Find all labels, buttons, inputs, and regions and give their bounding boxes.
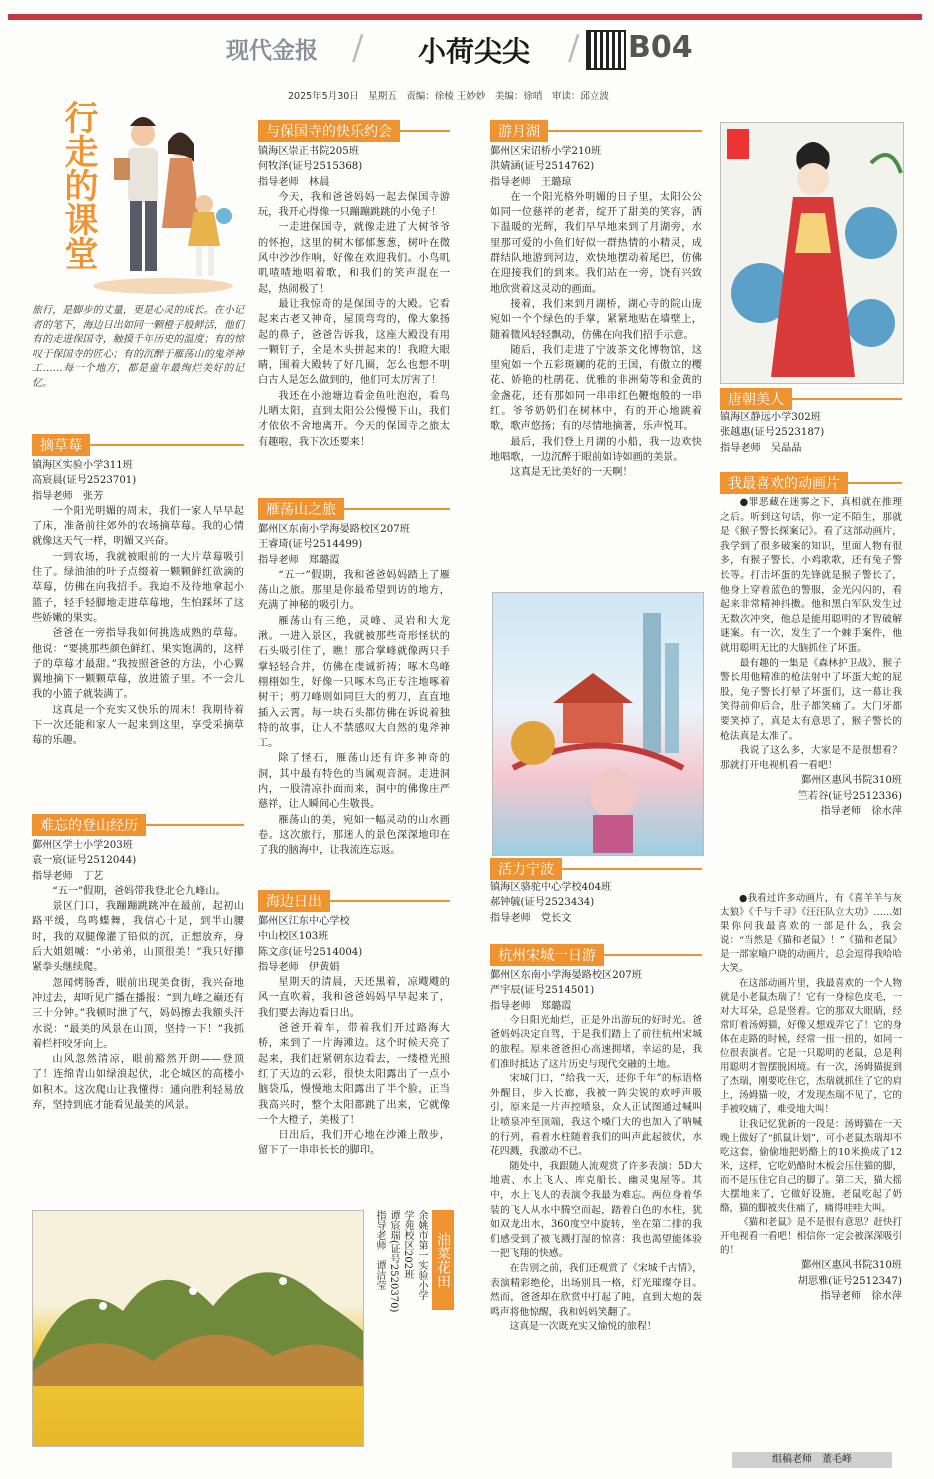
- ningbo-title-bar: [490, 858, 702, 880]
- paragraph: 一到农场，我就被眼前的一大片草莓吸引住了。绿油油的叶子点缀着一颗颗鲜红欲滴的草莓，仿佛在向我招手。我迫不及待地拿起小篮子，轻手轻脚地走进草莓地，生怕踩坏了这些娇嫩的果实。: [32, 551, 244, 624]
- school: 鄞州区东南小学海晏路校区207班: [490, 970, 642, 981]
- class: 中山校区103班: [258, 931, 329, 943]
- author: 胡思雅(证号2512347): [797, 1275, 902, 1287]
- paragraph: 景区门口，我蹦蹦跳跳冲在最前，起初山路平缓，鸟鸣蝶舞，我信心十足，到半山腰时，我的双腿像灌了铅似的沉，正想放弃，身后大姐姐喊：“小弟弟，山顶很美！”我只好攥紧拳头继续爬。: [32, 901, 244, 974]
- paragraph: “五一”假期，我和爸爸妈妈踏上了雁荡山之旅。那里是你最希望到访的地方，充满了神秘的吸引力。: [258, 569, 450, 612]
- yandang-title-bar: [258, 498, 450, 520]
- paragraph: 雁荡山有三绝，灵峰、灵岩和大龙湫。一进入景区，我就被那些奇形怪状的石头吸引住了，瞧！那合掌峰就像两只手掌轻轻合并，仿佛在虔诚祈祷；啄木鸟峰栩栩如生，好像一只啄木鸟正专注地啄着树干；剪刀峰则如同巨大的剪刀，直直地插入云霄。每一块石头都仿佛在诉说着独特的故事，让人不禁感叹大自然的鬼斧神工。: [258, 615, 450, 750]
- baoguo-title-bar: [258, 120, 450, 142]
- youyue-article: [490, 144, 702, 481]
- author: 王睿琦(证号2514499): [258, 539, 363, 551]
- hangzhou-article: [490, 968, 702, 1335]
- page-number: B04: [628, 30, 693, 65]
- rapeseed-class: 学苑校区202班: [402, 1210, 413, 1280]
- paragraph: 山风忽然清凉，眼前豁然开朗——登顶了！连绵青山如绿浪起伏，北仑城区的高楼小如积木。这次爬山让我懂得：通向胜利轻易放弃，坚持到底才能看见最美的风景。: [32, 1054, 244, 1112]
- teacher: 指导老师 徐水萍: [820, 805, 902, 817]
- paragraph: 今日阳光灿烂，正是外出游玩的好时光。爸爸妈妈决定自驾，于是我们踏上了前往杭州宋城的旅程。原来爸爸担心高速拥堵，幸运的是，我们准时抵达了这片历史与现代交融的土地。: [490, 1014, 702, 1070]
- strawberry-title-bar: [32, 434, 244, 456]
- paragraph: 让我记忆犹新的一段是：汤姆猫在一天晚上做好了“抓鼠计划”，可小老鼠杰瑞却不吃这套，偷偷地把奶酪上的10米换成了12米，这样，它吃奶酪时木板会压住猫的脚，而不是压住它自己的脚了。第二天，猫大摇大摆地来了，它做好设施，老鼠吃起了奶酪，猫的脚被夹住痛了，痛得哇哇大叫。: [720, 1118, 902, 1215]
- ningbo-credit: [490, 880, 702, 926]
- family-walking-illustration: [88, 96, 238, 296]
- author: 陈文彦(证号2514004): [258, 946, 363, 958]
- hiking-article: [32, 838, 244, 1113]
- yandang-title: 雁荡山之旅: [258, 498, 344, 520]
- teacher: 指导老师 徐水萍: [820, 1291, 902, 1303]
- intro-text: 旅行，是脚步的丈量，更是心灵的成长。在小记者的笔下，海边日出如同一颗橙子般鲜活，他们有的走进保国寺，触摸千年历史的温度；有的惊叹于保国寺的匠心；有的沉醉于雁荡山的鬼斧神工……每一个地方，都是童年最绚烂美好的记忆。: [32, 305, 244, 389]
- tang-beauty-painting: [720, 122, 904, 384]
- paragraph: 最有趣的一集是《森林护卫战》，猴子警长用他精准的枪法射中了坏蛋大蛇的屁股，兔子警长打晕了坏蛋们，这一幕让我笑得前仰后合，肚子都笑痛了。大门牙都要笑掉了，真是太有意思了，猴子警长的枪法真是太准了。: [720, 657, 902, 742]
- cartoon-article-1: [720, 496, 902, 819]
- paragraph: 这真是无比美好的一天啊！: [510, 467, 633, 479]
- strawberry-article: [32, 458, 244, 749]
- paragraph: 日出后，我们开心地在沙滩上散步，留下了一串串长长的脚印。: [258, 1130, 450, 1157]
- paragraph: ●罪恶藏在迷雾之下，真相就在推理之后。听到这句话，你一定不陌生，那就是《猴子警长探案记》。看了这部动画片，我学到了很多破案的知识，里面人物有很多，有猴子警长、小鸡歌歌，还有兔子警长等。打击坏蛋的先锋就是猴子警长了，他身上穿着蓝色的警服，金光闪闪的，看起来非常精神抖擞。他和黑白军队发生过无数次冲突，他总是能用聪明的才智破解谜案。有一次，发生了一个棘手案件，他就用聪明无比的大脑抓住了坏蛋。: [720, 497, 902, 654]
- author: 洪婧涵(证号2514762): [490, 161, 595, 173]
- school: 鄞州区东南小学海晏路校区207班: [258, 524, 410, 535]
- tang-title-bar: [720, 388, 902, 410]
- paragraph: ●我看过许多动画片，有《喜羊羊与灰太狼》《千与千寻》《汪汪队立大功》……如果你问我最喜欢的一部是什么，我会说：“当然是《猫和老鼠》！”《猫和老鼠》是一部家喻户晓的动画片，总会逗得我哈哈大笑。: [720, 893, 902, 975]
- cartoon-article-2: [720, 892, 902, 1304]
- intro-title: 行走的课堂: [58, 100, 98, 270]
- school: 鄞州区江东中心学校: [258, 916, 350, 927]
- paragraph: 这真是一个充实又快乐的周末！我期待着下一次还能和家人一起来到这里，享受采摘草莓的乐趣。: [32, 704, 244, 747]
- paragraph: 今天，我和爸爸妈妈一起去保国寺游玩，我开心得像一只蹦蹦跳跳的小兔子！: [258, 191, 450, 219]
- author: 袁一宸(证号2512044): [32, 855, 137, 867]
- sunrise-article: [258, 914, 450, 1159]
- teacher: 指导老师 党长文: [490, 912, 572, 924]
- author: 何牧泽(证号2515368): [258, 161, 363, 173]
- teacher: 指导老师 林晨: [258, 176, 330, 188]
- hiking-title-bar: [32, 814, 244, 836]
- tang-beauty-drawing: [721, 123, 903, 383]
- author: 郝钟毓(证号2523434): [490, 897, 595, 909]
- tang-credit: [720, 410, 902, 456]
- paragraph: 在告别之前，我们还观赏了《宋城千古情》，表演精彩绝伦，出场别具一格，灯光璀璨夺目。然而，爸爸却在欣赏中打起了盹，直到大炮的轰鸣声将他惊醒，我和妈妈笑翻了。: [490, 1262, 702, 1318]
- paragraph: 星期天的清晨，天还黑着，凉飕飕的风一直吹着，我和爸爸妈妈早早起来了，我们要去海边看日出。: [258, 977, 450, 1019]
- divider-slash: /: [352, 28, 364, 68]
- paragraph: 宋城门口，“给我一天，还你千年”的标语格外醒目，步入长廊，我被一阵尖锐的欢呼声吸引，原来是一片声控喷泉，众人正试图通过喊叫让喷泉冲至顶端，我这个嗓门大的也加入了呐喊的行列，看着水柱随着我们的叫声此起彼伏，水花四溅，我激动不已。: [490, 1073, 702, 1158]
- paragraph: 在这部动画片里，我最喜欢的一个人物就是小老鼠杰瑞了！它有一身棕色皮毛，一对大耳朵，总是竖着。它的那双大眼睛，经常盯着汤姆猫，好像又想戏弄它了！它的身体在走路的时候，经常一扭一扭的，如同一位很表演者。它是一只聪明的老鼠，总是利用聪明才智摆脱困境。有一次，汤姆猫捉到了杰瑞，刚要吃住它，杰瑞就抓住了它的肩上，汤姆猫一咬，才发现杰瑞不见了，它的手被咬痛了，难受地大叫！: [720, 977, 902, 1116]
- tang-title: 唐朝美人: [720, 388, 792, 410]
- section-title: 小荷尖尖: [418, 35, 531, 68]
- school: 镇海区实验小学311班: [32, 460, 133, 471]
- hangzhou-title-bar: [490, 944, 702, 966]
- paragraph: 爸爸在一旁指导我如何挑选成熟的草莓。他说：“要挑那些颜色鲜红、果实饱满的，这样子的草莓才最甜。”我按照爸爸的方法，小心翼翼地摘下一颗颗草莓，放进篮子里。不一会儿我的小篮子就装满了。: [32, 628, 244, 701]
- paragraph: 这真是一次既充实又愉悦的旅程！: [509, 1321, 657, 1333]
- rapeseed-painting: [32, 1210, 364, 1447]
- rapeseed-caption: [364, 1210, 454, 1445]
- youyue-title-bar: [490, 120, 702, 142]
- paragraph: 一个阳光明媚的周末，我们一家人早早起了床，准备前往郊外的农场摘草莓。我的心情就像这天气一样，明媚又兴奋。: [32, 505, 244, 548]
- teacher: 指导老师 伊黄娟: [258, 961, 340, 973]
- yandang-article: [258, 522, 450, 859]
- paragraph: 我还在小池塘边看金鱼吐泡泡，看鸟儿晒太阳，直到太阳公公慢慢下山，我们才依依不舍地离开。今天的保国寺之旅太有趣啦，我下次还要来！: [258, 390, 450, 448]
- rapeseed-title: 油菜花田: [432, 1210, 454, 1310]
- dateline: 2025年5月30日 星期五 责编：徐棱 王妙妙 美编：徐哨 审读：邱立波: [288, 91, 609, 102]
- paragraph: 最后，我们登上月湖的小船，我一边欢快地唱歌，一边沉醉于眼前如诗如画的美景。: [490, 436, 702, 463]
- paragraph: 一走进保国寺，就像走进了大树爷爷的怀抱，这里的树木郁郁葱葱，树叶在微风中沙沙作响，好像在欢迎我们。小鸟叽叽喳喳地唱着歌，和我们的笑声混在一起，热闹极了！: [258, 222, 450, 295]
- author: 竺若谷(证号2512336): [797, 790, 902, 802]
- paragraph: 忽闻烤肠香，眼前出现美食街，我兴奋地冲过去，却听见广播在播报：“到九峰之巅还有三十分钟。”我顿时泄了气，妈妈擦去我额头汗水说：“最美的风景在山顶，坚持一下！”我抓着栏杆咬牙向上。: [32, 977, 244, 1050]
- school: 镇海区骆驼中心学校404班: [490, 882, 612, 893]
- cartoon-title-bar: [720, 472, 902, 494]
- baoguo-title: 与保国寺的快乐约会: [258, 120, 400, 142]
- teacher: 指导老师 丁艺: [32, 870, 104, 882]
- school: 镇海区崇正书院205班: [258, 146, 359, 157]
- paragraph: “五一”假期，爸妈带我登北仑九峰山。: [52, 885, 226, 897]
- paragraph: 随处中，我跟随人流观赏了许多表演：5D大地震、水上飞人、库克船长、幽灵鬼屋等。其中，水上飞人的表演令我最为难忘。两位身着华装的飞人从水中腾空而起，踏着白色的水柱，犹如双龙出水，360度空中旋转，坐在第二排的我们感受到了被飞溅打湿的惊喜：我也渴望能体验一把飞翔的快感。: [490, 1160, 702, 1260]
- paragraph: 雁荡山的美，宛如一幅灵动的山水画卷。这次旅行，那迷人的景色深深地印在了我的脑海中，让我流连忘返。: [258, 814, 450, 857]
- sunrise-title-bar: [258, 890, 450, 912]
- paragraph: 接着，我们来到月湖桥，湖心寺的院山庞宛如一个个绿色的手掌，紧紧地贴在墙壁上，随着微风轻轻飘动，仿佛在向我们招手示意。: [490, 298, 702, 341]
- author: 严宇辰(证号2514501): [490, 985, 595, 997]
- masthead: 现代金报: [226, 38, 318, 64]
- author: 高宸晨(证号2523701): [32, 475, 137, 487]
- school: 鄞州区惠风书院310班: [801, 775, 902, 787]
- paragraph: 《猫和老鼠》是不是很有意思？赶快打开电视看一看吧！相信你一定会被深深吸引的！: [720, 1217, 902, 1257]
- school: 鄞州区宋诏桥小学210班: [490, 146, 602, 157]
- sunrise-title: 海边日出: [258, 890, 330, 912]
- editor-credit: 组稿老师 董毛峰: [732, 1452, 892, 1468]
- school: 鄞州区学士小学203班: [32, 840, 133, 851]
- qr-code-icon: [586, 30, 626, 70]
- cartoon-title: 我最喜欢的动画片: [720, 472, 848, 494]
- school: 镇海区静远小学302班: [720, 412, 821, 423]
- top-rule: [8, 14, 922, 20]
- hangzhou-title: 杭州宋城一日游: [490, 944, 604, 966]
- paragraph: 最让我惊奇的是保国寺的大殿。它看起来古老又神奇，屋顶弯弯的，像大象扬起的鼻子，爸爸告诉我，这座大殿没有用一颗钉子，全是木头拼起来的！我瞪大眼睛，围着大殿转了好几圈，怎么也想不明白古人是怎么做到的，他们可太厉害了！: [258, 298, 450, 387]
- strawberry-title: 摘草莓: [32, 434, 90, 456]
- rapeseed-school: 余姚市第一实验小学: [416, 1210, 427, 1300]
- ningbo-drawing: [493, 593, 703, 855]
- baoguo-article: [258, 144, 450, 450]
- ningbo-title: 活力宁波: [490, 858, 562, 880]
- paragraph: 我说了这么多，大家是不是很想看？那就打开电视机看一看吧！: [720, 745, 902, 771]
- school: 鄞州区惠风书院310班: [801, 1260, 902, 1272]
- paragraph: 爸爸开着车，带着我们开过路海大桥，来到了一片海滩边。这个时候天亮了起来，我们赶紧朝东边看去，一缕橙光照红了天边的云彩，很快太阳露出了一点小脑袋瓜，慢慢地太阳露出了半个脸，正当我高兴时，整个太阳都跳了出来，它就像一个大橙子，美极了！: [258, 1023, 450, 1126]
- paragraph: 随后，我们走进了宁波茶文化博物馆，这里宛如一个五彩斑斓的花的王国，有傲立的樱花、娇艳的杜鹃花、优雅的非洲菊等和金黄的金盏花，还有那如同一串串红色鞭炮般的一串红。爷爷奶奶们在树林中，有的开心地跳着歌，歌声悠扬；有的尽情地摘著，乐声悦耳。: [490, 344, 702, 433]
- divider-slash: /: [568, 28, 580, 68]
- teacher: 指导老师 郑璐霞: [258, 554, 340, 566]
- teacher: 指导老师 张芳: [32, 490, 104, 502]
- youyue-title: 游月湖: [490, 120, 548, 142]
- teacher: 指导老师 吴晶晶: [720, 442, 802, 454]
- rapeseed-teacher: 指导老师 谭洁莹: [374, 1210, 385, 1290]
- vibrant-ningbo-painting: [492, 592, 704, 856]
- teacher: 指导老师 郑璐霞: [490, 1000, 572, 1012]
- paragraph: 除了怪石，雁荡山还有许多神奇的洞，其中最有特色的当属观音洞。走进洞内，一股清凉扑面而来，洞中的佛像庄严慈祥，让人瞬间心生敬畏。: [258, 753, 450, 811]
- rapeseed-author: 谭宸瑞(证号2520370): [388, 1210, 399, 1313]
- hiking-title: 难忘的登山经历: [32, 814, 146, 836]
- teacher: 指导老师 王璐琼: [490, 176, 572, 188]
- author: 张越惠(证号2523187): [720, 427, 825, 439]
- paragraph: 在一个阳光格外明媚的日子里，太阳公公如同一位慈祥的老者，绽开了甜美的笑容，洒下温暖的光辉，我们早早地来到了月湖旁，水里那可爱的小鱼们好似一群热情的小精灵，成群结队地游到河边，欢快地摆动着尾巴，仿佛在迎接我们的到来。我们站在一旁，饶有兴致地欣赏着这灵动的画面。: [490, 191, 702, 295]
- mountain-drawing: [33, 1211, 363, 1446]
